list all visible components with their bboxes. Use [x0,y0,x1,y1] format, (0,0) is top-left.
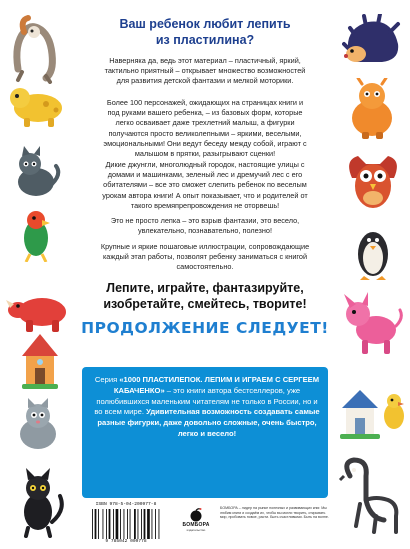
series-dash: – [164,385,172,395]
series-info-text [92,375,322,440]
paragraph-fantasy: Это не просто лепка – это взрыв фантазии, это весело, увлекательно, познавательно, полезно! [110,216,300,236]
headline [100,16,310,48]
clay-parrot-figure [10,208,62,262]
clay-house-blue-figure [340,388,380,440]
clay-cat-figure [10,14,66,84]
slogan-line-2: изобретайте, смейтесь, творите! [103,297,307,311]
paragraph-characters: Более 100 персонажей, ожидающих на страницах книги и под руками вашего ребенка, – из базовых форм, которые легко осваивает даже трехлетний малыш, а фигурки получаются просто великолепными – яркими, веселыми, эмоциональными! Они ведут беседу между собой, играют с малышом в прятки, разыгрывают сценки! [103,98,307,159]
clay-hedgehog-figure [342,14,402,70]
publisher-logo-subtitle: издательство [186,528,206,532]
clay-penguin-figure [350,220,396,280]
barcode-area [86,502,166,544]
paragraph-illustrations: Крупные и яркие пошаговые иллюстрации, сопровождающие каждый этап работы, позволят ребенку заниматься с книгой самостоятельно. [100,242,310,272]
slogan-line-1: Лепите, играйте, фантазируйте, [106,281,304,295]
publisher-logo-text: БОМБОРА [182,522,210,528]
headline-line-2: из пластилина? [155,33,255,47]
isbn-text: ISBN 978-5-04-200977-8 [95,502,157,507]
series-highlight: Удивительная возможность создавать самые разные фигурки, даже довольно сложные, очень быстро, легко и весело! [97,407,320,438]
clay-wire-dog-figure [336,456,406,536]
series-lead: Серия [94,375,120,384]
clay-orange-animal-figure [342,78,402,140]
slogan [80,280,330,312]
clay-black-cat-figure [8,466,68,538]
barcode-digits: 9 785042 009778 [105,539,147,544]
bombora-logo-icon [188,508,204,522]
clay-house-figure [18,332,62,390]
headline-line-1: Ваш ребенок любит лепить [119,17,291,31]
clay-dark-cat-figure [8,144,64,200]
paragraph-jungles: Дикие джунгли, многолюдный городок, настоящие улицы с домами и машинками, зеленый лес и дремучий лес с его обитателями – все это сможет слепить ребенок по веселым урокам автора книги! А опыт показывает, что и родителей от такого времяпрепровождения не оторвешь! [102,160,308,210]
publisher-info: БОМБОРА – лидер на рынке полезных и развивающих книг. Мы любим книги и создаём их, чтобы вы могли творить, открывать мир, пробовать новое, расти. Быть счастливыми. Быть на волне. [220,506,329,520]
publisher-logo [176,508,216,532]
paragraph-intro: Наверняка да, ведь этот материал – пластичный, яркий, тактильно приятный – открывает множество возможностей для развития детской фантазии и мелкой моторики. [104,56,306,86]
clay-grey-cat-figure [10,398,66,452]
clay-yellow-animal-figure [8,80,68,128]
series-description: это книги автора бестселлеров, уже полюбившихся маленьким читателям не только в России, но и во всем мире. [94,385,318,417]
barcode-image [92,509,160,539]
to-be-continued-heading: ПРОДОЛЖЕНИЕ СЛЕДУЕТ! [81,319,329,337]
clay-owl-figure [344,150,402,212]
series-name: «1000 ПЛАСТИЛЕПОК. ЛЕПИМ И ИГРАЕМ С СЕРГЕЕМ КАБАЧЕНКО» [113,375,320,395]
clay-bird-figure [380,392,408,432]
